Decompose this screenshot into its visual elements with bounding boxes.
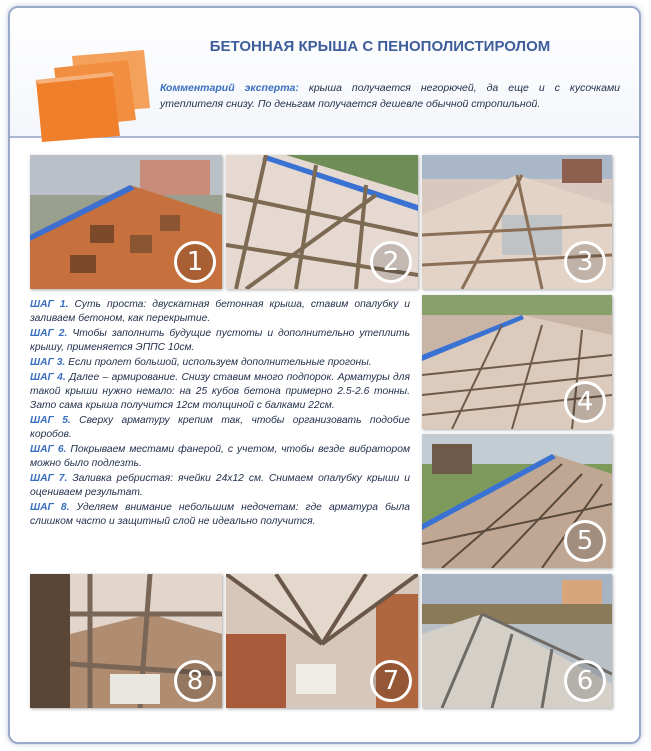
photo-step-3 [422,155,612,289]
step-text: Чтобы заполнить будущие пустоты и дополнительно утеплить крышу, применяется ЭППС 10см. [30,328,410,353]
photo-step-8 [30,574,222,708]
step-number-badge: 8 [174,660,216,702]
step-text: Уделяем внимание небольшим недочетам: где арматура была слишком часто и защитный слой не идеально получится. [30,502,410,527]
header-panel [10,8,639,138]
step-number-badge: 1 [174,241,216,283]
photo-step-2 [226,155,418,289]
step-item [30,371,410,413]
step-number-badge: 2 [370,241,412,283]
step-text: Покрываем местами фанерой, с учетом, чтобы везде вибратором можно было подлезть. [30,444,411,469]
photo-step-7 [226,574,418,708]
page-title: БЕТОННАЯ КРЫША С ПЕНОПОЛИСТИРОЛОМ [209,38,551,55]
foam-boards-image [32,50,152,142]
step-label: ШАГ 6. [30,444,67,455]
step-label: ШАГ 3. [30,357,66,368]
step-label: ШАГ 1. [30,299,69,310]
step-text: Сверху арматуру крепим так, чтобы организовать подобие коробов. [30,415,410,440]
step-text: Далее – армирование. Снизу ставим много подпорок. Арматуры для такой крыши нужно немало: на 25 кубов бетона примерно 2.5-2.6 тонны. Зато сама крыша получится 12см толщиной с балками 22см. [30,372,410,411]
step-label: ШАГ 4. [30,372,66,383]
step-number-badge: 7 [370,660,412,702]
steps-list [30,298,410,566]
step-number-badge: 4 [564,381,606,423]
photo-step-6 [422,574,612,708]
step-label: ШАГ 8. [30,502,70,513]
step-label: ШАГ 7. [30,473,68,484]
expert-comment [160,80,620,112]
step-label: ШАГ 5. [30,415,71,426]
step-item [30,356,410,370]
photo-step-1 [30,155,222,289]
step-number-badge: 6 [564,660,606,702]
step-text: Если пролет большой, используем дополнительные прогоны. [65,357,372,368]
step-text: Суть проста: двускатная бетонная крыша, ставим опалубку и заливаем бетоном, как перекрытие. [30,299,410,324]
step-number-badge: 5 [564,520,606,562]
step-label: ШАГ 2. [30,328,68,339]
expert-comment-text: крыша получается негорючей, да еще и с кусочками утеплителя снизу. По деньгам получается дешевле обычной стропильной. [160,82,620,110]
step-item [30,443,410,471]
step-item [30,327,410,355]
photo-step-4 [422,295,612,429]
step-number-badge: 3 [564,241,606,283]
expert-comment-label: Комментарий эксперта: [160,82,299,94]
step-item [30,414,410,442]
step-text: Заливка ребристая: ячейки 24х12 см. Снимаем опалубку крыши и оцениваем результат. [30,473,410,498]
step-item [30,501,410,529]
photo-step-5 [422,434,612,568]
step-item [30,472,410,500]
step-item [30,298,410,326]
